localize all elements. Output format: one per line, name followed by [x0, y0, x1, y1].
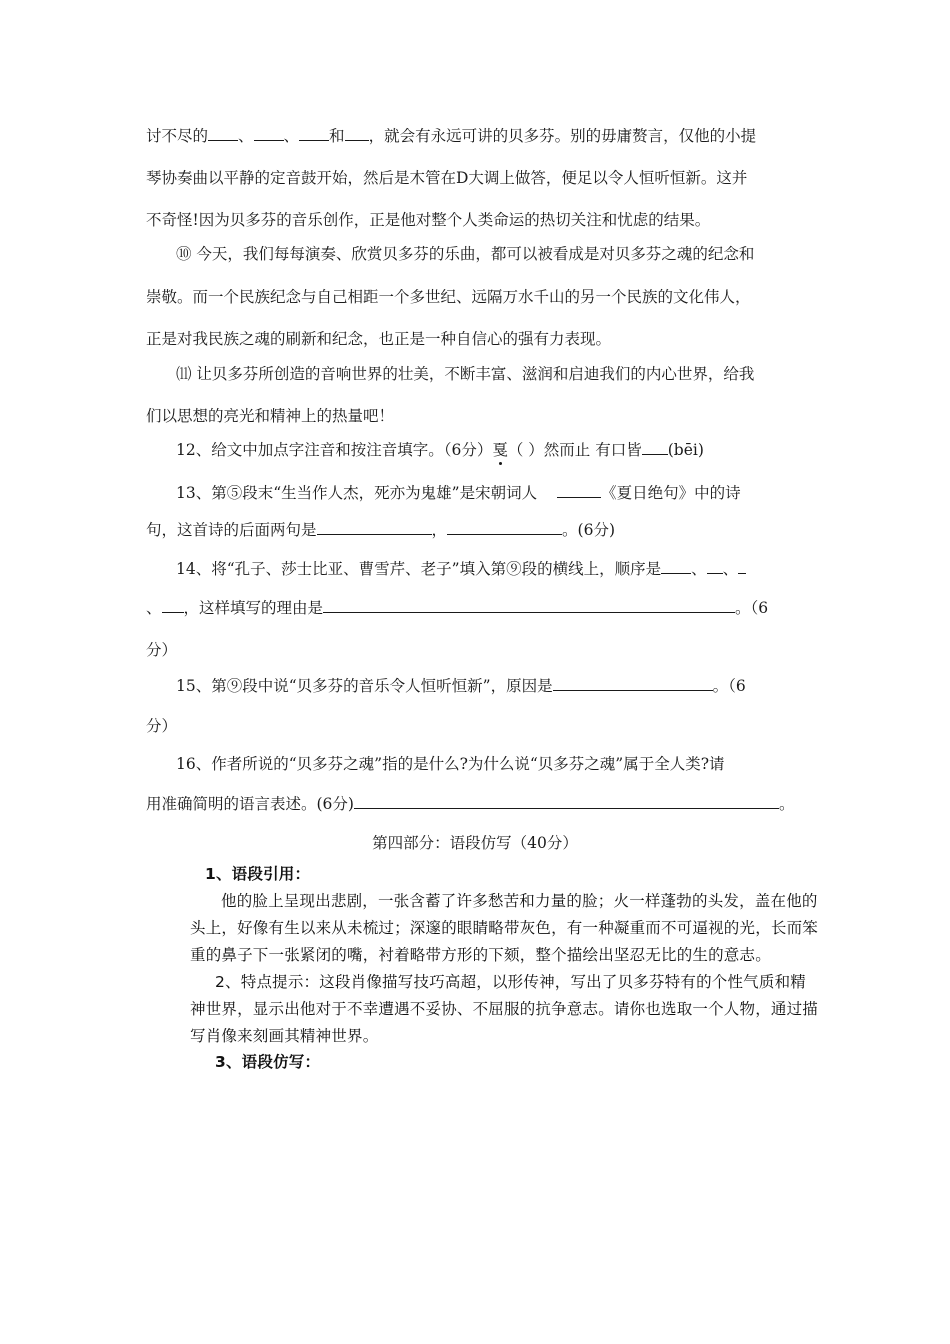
section-4-item-3-label: 3、语段仿写： — [215, 1053, 321, 1071]
question-12: 12、给文中加点字注音和按注音填字。（6分）戛（ ）然而止 有口皆 (bēi) — [176, 441, 704, 459]
fill-blank-q14-1[interactable] — [661, 559, 691, 574]
fill-blank-q14-2[interactable] — [707, 559, 723, 574]
paragraph-11-line-2: 们以思想的亮光和精神上的热量吧！ — [146, 407, 395, 425]
question-13-line-1: 13、第⑤段末“生当作人杰，死亦为鬼雄”是宋朝词人 《夏日绝句》中的诗 — [176, 484, 741, 502]
fill-blank-3[interactable] — [299, 126, 329, 141]
question-14-line-2: 、 ，这样填写的理由是 。（6 — [146, 599, 769, 617]
fill-blank-q13-line2[interactable] — [447, 520, 562, 535]
paragraph-9-line-2: 琴协奏曲以平静的定音鼓开始，然后是木管在D大调上做答，便足以令人恒听恒新。这并 — [146, 169, 748, 187]
question-14-line-3: 分） — [146, 641, 178, 659]
question-16-line-1: 16、作者所说的“贝多芬之魂”指的是什么?为什么说“贝多芬之魂”属于全人类?请 — [176, 755, 725, 773]
section-4-item-2-line-2: 神世界，显示出他对于不幸遭遇不妥协、不屈服的抗争意志。请你也选取一个人物，通过描 — [190, 1000, 819, 1018]
section-4-item-2-line-1: 2、特点提示：这段肖像描写技巧高超，以形传神，写出了贝多芬特有的个性气质和精 — [215, 973, 806, 991]
fill-blank-4[interactable] — [345, 126, 369, 141]
question-15-line-2: 分） — [146, 717, 178, 735]
fill-blank-q12[interactable] — [642, 440, 668, 455]
section-4-title: 第四部分：语段仿写（40分） — [372, 834, 578, 852]
paragraph-9-line-3: 不奇怪!因为贝多芬的音乐创作，正是他对整个人类命运的热切关注和忧虑的结果。 — [146, 211, 711, 229]
fill-blank-q13-poet[interactable] — [557, 483, 601, 498]
question-15-line-1: 15、第⑨段中说“贝多芬的音乐令人恒听恒新”，原因是 。（6 — [176, 677, 746, 695]
section-4-item-2-line-3: 写肖像来刻画其精神世界。 — [190, 1027, 379, 1045]
paragraph-10-line-3: 正是对我民族之魂的刷新和纪念，也正是一种自信心的强有力表现。 — [146, 330, 612, 348]
section-4-item-1-label: 1、语段引用： — [205, 865, 311, 883]
fill-blank-q15[interactable] — [553, 676, 713, 691]
paragraph-10-line-2: 崇敬。而一个民族纪念与自己相距一个多世纪、远隔万水千山的另一个民族的文化伟人， — [146, 288, 751, 306]
quote-line-3: 重的鼻子下一张紧闭的嘴，衬着略带方形的下颏，整个描绘出坚忍无比的生的意志。 — [190, 946, 771, 964]
quote-line-1: 他的脸上呈现出悲剧，一张含蓄了许多愁苦和力量的脸；火一样蓬勃的头发，盖在他的 — [221, 892, 818, 910]
paragraph-11-line-1: ⑾ 让贝多芬所创造的音响世界的壮美，不断丰富、滋润和启迪我们的内心世界，给我 — [176, 365, 755, 383]
fill-blank-2[interactable] — [254, 126, 284, 141]
fill-blank-1[interactable] — [208, 126, 238, 141]
fill-blank-q14-reason[interactable] — [323, 598, 735, 613]
paragraph-10-line-1: ⑩ 今天，我们每每演奏、欣赏贝多芬的乐曲，都可以被看成是对贝多芬之魂的纪念和 — [176, 245, 755, 263]
question-16-line-2: 用准确简明的语言表述。(6分) 。 — [146, 795, 795, 813]
quote-line-2: 头上，好像有生以来从未梳过；深邃的眼睛略带灰色，有一种凝重而不可逼视的光，长而笨 — [190, 919, 819, 937]
fill-blank-q14-4[interactable] — [162, 598, 184, 613]
dotted-char: 戛 — [492, 441, 508, 459]
question-14-line-1: 14、将“孔子、莎士比亚、曹雪芹、老子”填入第⑨段的横线上，顺序是 、 、 — [176, 559, 746, 579]
fill-blank-q14-3[interactable] — [738, 559, 746, 574]
paragraph-9-line-1: 讨不尽的 、 、 和 ，就会有永远可讲的贝多芬。别的毋庸赘言，仅他的小提 — [146, 127, 757, 145]
fill-blank-q13-line1[interactable] — [317, 520, 432, 535]
question-13-line-2: 句，这首诗的后面两句是 ， 。(6分) — [146, 521, 615, 539]
fill-blank-q16[interactable] — [354, 794, 779, 809]
